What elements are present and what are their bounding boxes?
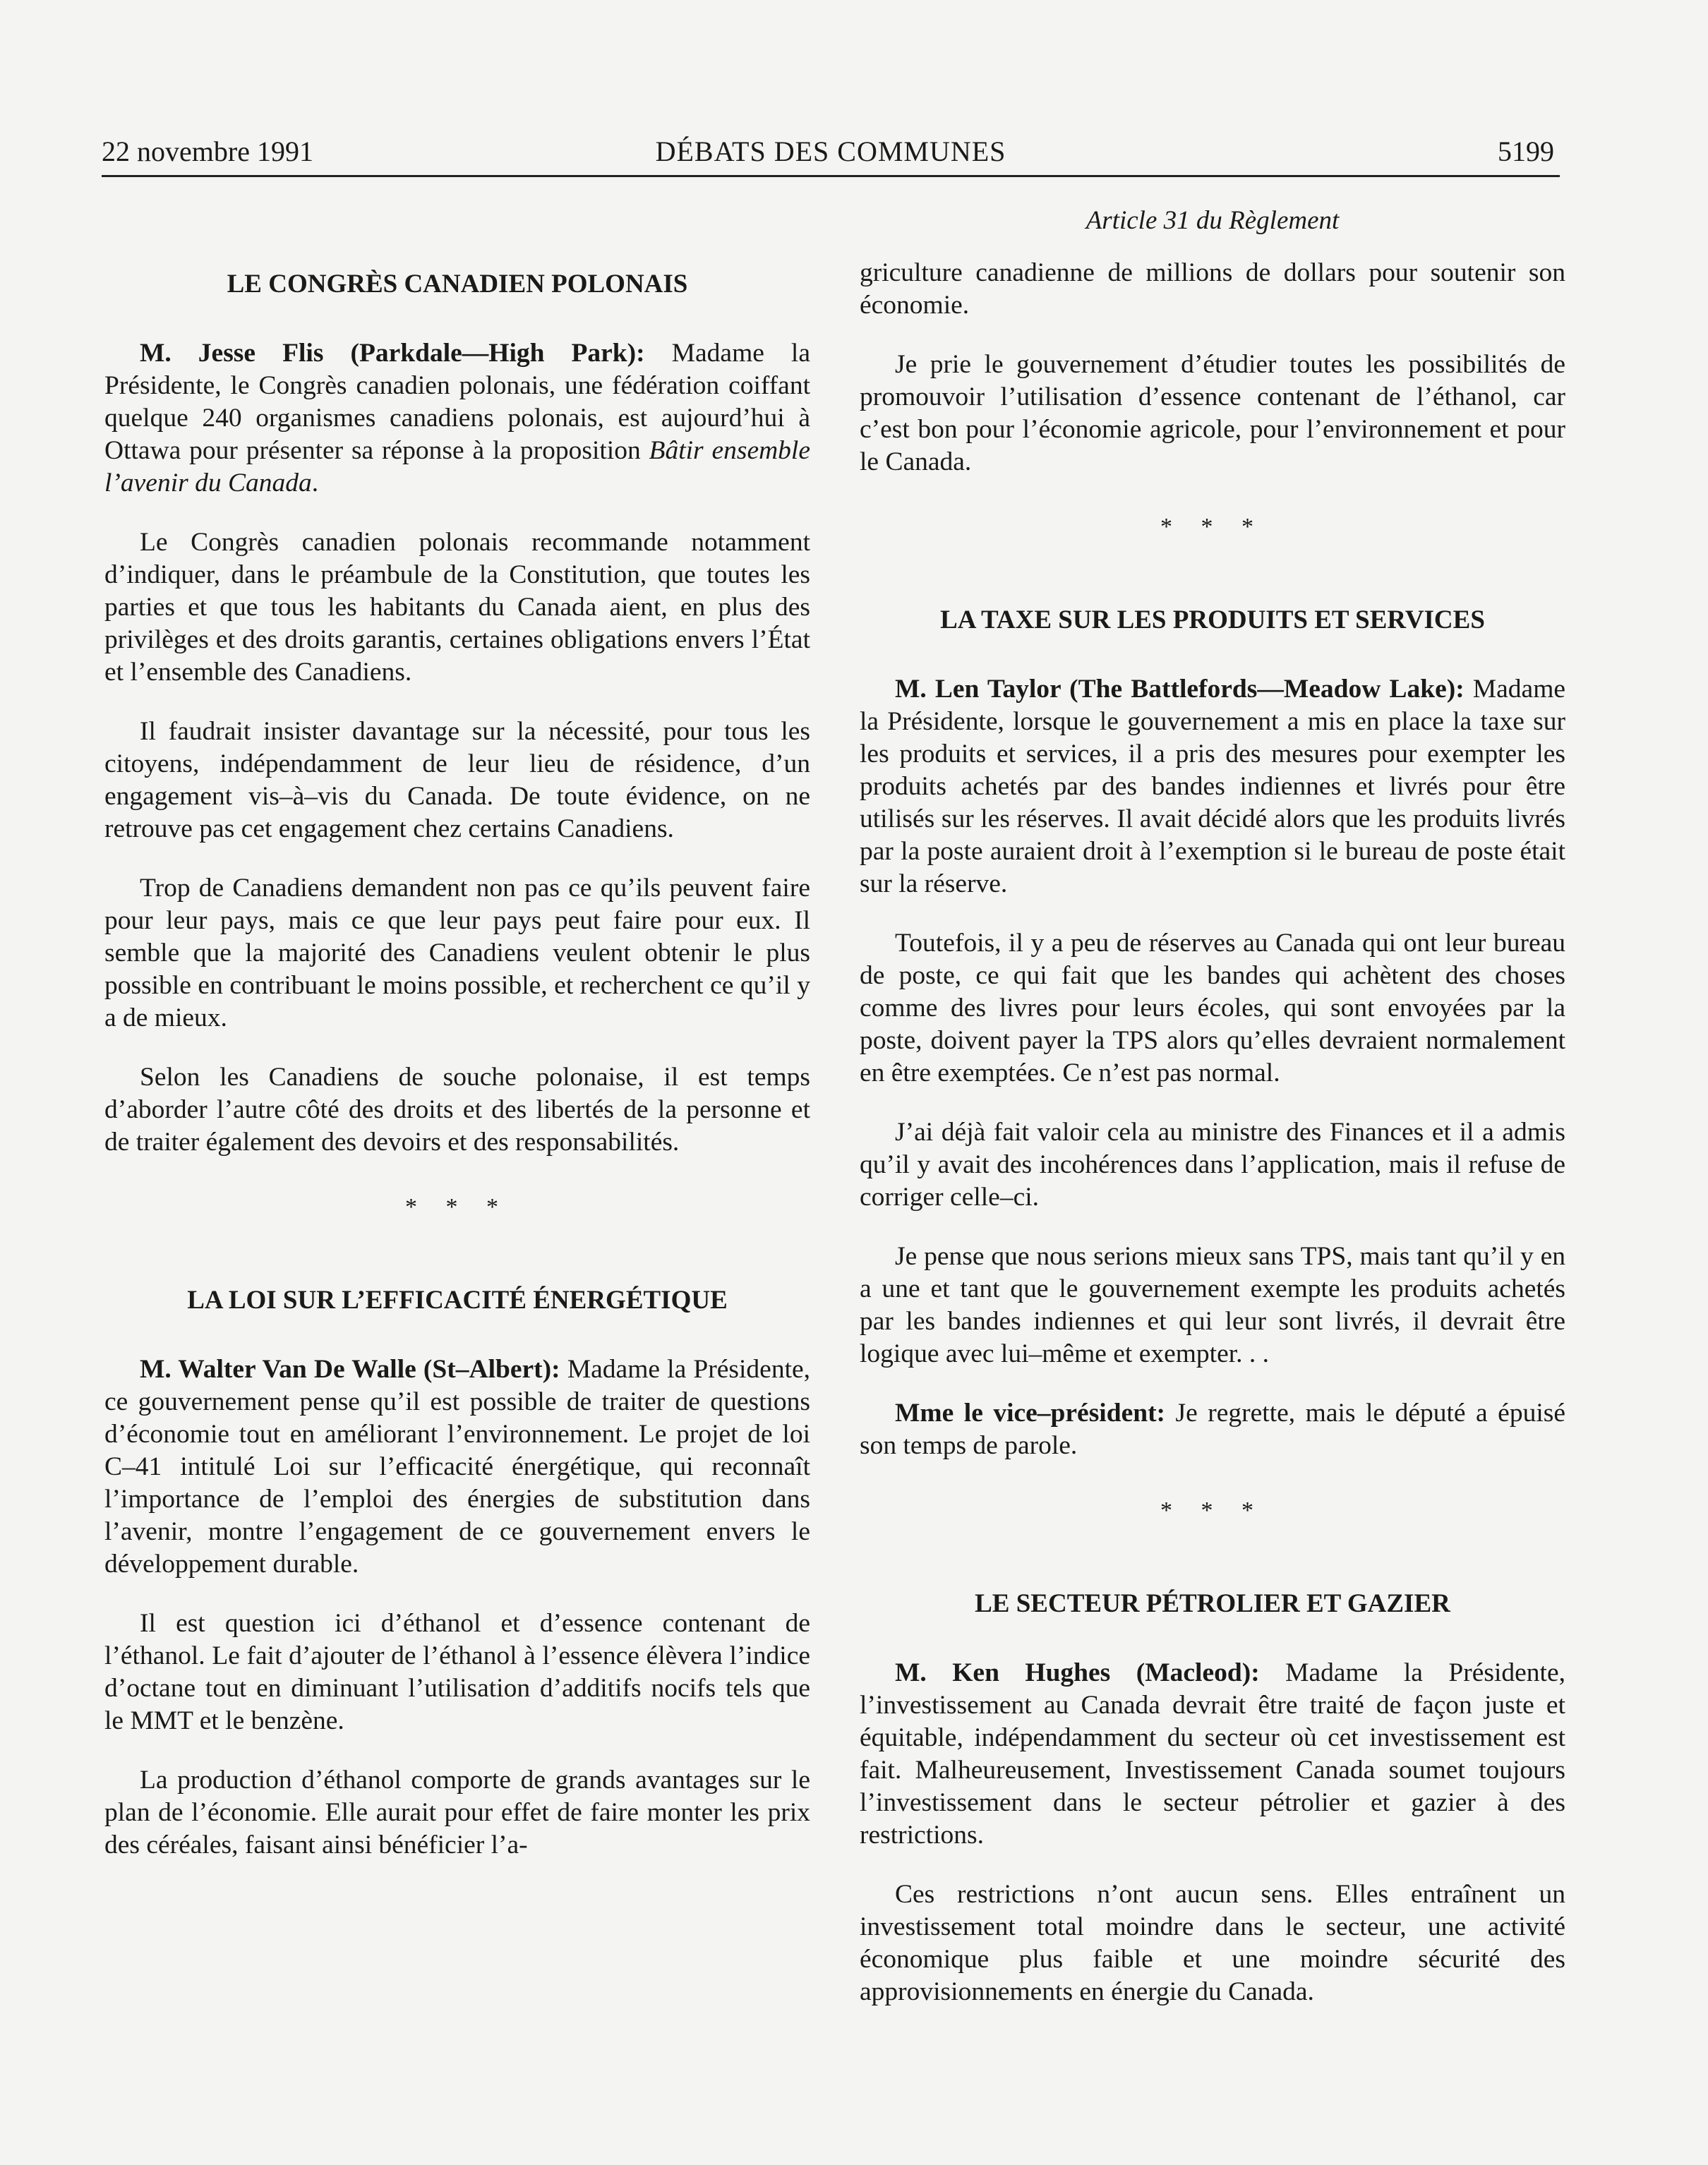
standing-order-reference: Article 31 du Règlement	[1085, 206, 1340, 235]
speaker-name: M. Len Taylor (The Battlefords—Meadow Lake):	[895, 675, 1465, 704]
left-column	[104, 205, 810, 1888]
right-column	[860, 205, 1565, 2035]
paragraph-continued: griculture canadienne de millions de dollars pour soutenir son économie.	[860, 258, 1565, 320]
paragraph: Il faudrait insister davantage sur la nécessité, pour tous les citoyens, indépendamment de leur lieu de résidence, d’un engagement vis–à–vis du Canada. De toute évidence, on ne retrouve pas cet engagement chez certains Canadiens.	[104, 717, 810, 843]
paragraph: J’ai déjà fait valoir cela au ministre des Finances et il a admis qu’il y avait des incohérences dans l’application, mais il refuse de corriger celle–ci.	[860, 1118, 1565, 1212]
paragraph-text: Madame la Présidente, ce gouvernement pense qu’il est possible de traiter de questions d’économie tout en améliorant l’environnement. Le projet de loi C–41 intitulé Loi sur l’efficacité énergétique, qui reconnaît l’importance de l’emploi des énergies de substitution dans l’avenir, montre l’engagement de ce gouvernement envers le développement durable.	[104, 1355, 811, 1579]
paragraph: Je pense que nous serions mieux sans TPS, mais tant qu’il y en a une et tant que le gouvernement exempte les produits achetés par les bandes indiennes et qui leur sont livrés, il devrait être logique avec lui–même et exempter. . .	[860, 1242, 1565, 1368]
paragraph: Trop de Canadiens demandent non pas ce qu’ils peuvent faire pour leur pays, mais ce que leur pays peut faire pour eux. Il semble que la majorité des Canadiens veulent obtenir le plus possible en contribuant le moins possible, et recherchent ce qu’il y a de mieux.	[104, 874, 810, 1032]
paragraph	[860, 1657, 1565, 1852]
speaker-name: M. Walter Van De Walle (St–Albert):	[140, 1355, 560, 1384]
speaker-name: M. Jesse Flis (Parkdale—High Park):	[140, 339, 645, 368]
paragraph-end: .	[311, 469, 319, 497]
section-heading-polish-congress: LE CONGRÈS CANADIEN POLONAIS	[227, 270, 688, 298]
paragraph	[860, 1397, 1565, 1462]
speaker-name: M. Ken Hughes (Macleod):	[895, 1658, 1260, 1687]
paragraph: Selon les Canadiens de souche polonaise, il est temps d’aborder l’autre côté des droits et des libertés de la personne et de traiter également des devoirs et des responsabilités.	[104, 1063, 810, 1157]
paragraph	[860, 673, 1565, 900]
paragraph: Il est question ici d’éthanol et d’essence contenant de l’éthanol. Le fait d’ajouter de l’éthanol à l’essence élèvera l’indice d’octane tout en diminuant l’utilisation d’additifs nocifs tels que le MMT et le benzène.	[104, 1609, 810, 1735]
paragraph: Toutefois, il y a peu de réserves au Canada qui ont leur bureau de poste, ce qui fait que les bandes qui achètent des choses comme des livres pour leurs écoles, qui sont envoyées par la poste, doivent payer la TPS alors qu’elles devraient normalement en être exemptées. Ce n’est pas normal.	[860, 929, 1565, 1087]
paragraph: Ces restrictions n’ont aucun sens. Elles entraînent un investissement total moindre dans le secteur, une activité économique plus faible et une moindre sécurité des approvisionnements en énergie du Canada.	[860, 1880, 1565, 2006]
paragraph-text: Madame la Présidente, le Congrès canadien polonais, une fédération coiffant quelque 240 organismes canadiens polonais, est aujourd’hui à Ottawa pour présenter sa réponse à la proposition	[104, 339, 810, 465]
section-separator: * * *	[405, 1194, 510, 1220]
paragraph: Je prie le gouvernement d’étudier toutes les possibilités de promouvoir l’utilisation d’essence contenant de l’éthanol, car c’est bon pour l’économie agricole, pour l’environnement et pour le Canada.	[860, 350, 1565, 476]
section-separator: * * *	[1160, 514, 1265, 540]
header-title: DÉBATS DES COMMUNES	[655, 135, 1006, 167]
paragraph: Le Congrès canadien polonais recommande notamment d’indiquer, dans le préambule de la Constitution, que toutes les parties et que tous les habitants du Canada aient, en plus des privilèges et des droits garantis, certaines obligations envers l’État et l’ensemble des Canadiens.	[104, 528, 810, 687]
paragraph-text: Madame la Présidente, l’investissement au Canada devrait être traité de façon juste et équitable, indépendamment du secteur où cet investissement est fait. Malheureusement, Investissement Canada soumet toujours l’investissement dans le secteur pétrolier et gazier à des restrictions.	[860, 1658, 1565, 1850]
section-separator: * * *	[1160, 1497, 1265, 1524]
italic-title: Bâtir ensemble l’avenir du Canada	[104, 436, 810, 497]
section-heading-energy-efficiency: LA LOI SUR L’EFFICACITÉ ÉNERGÉTIQUE	[187, 1286, 728, 1315]
header-date: 22 novembre 1991	[102, 135, 313, 167]
paragraph-text: Je regrette, mais le député a épuisé son temps de parole.	[860, 1399, 1565, 1460]
section-heading-oil-gas: LE SECTEUR PÉTROLIER ET GAZIER	[975, 1589, 1450, 1618]
header-page-number: 5199	[1498, 135, 1554, 167]
paragraph	[104, 337, 810, 500]
paragraph	[104, 1353, 810, 1581]
section-heading-gst: LA TAXE SUR LES PRODUITS ET SERVICES	[940, 605, 1485, 634]
running-header	[102, 134, 1560, 177]
speaker-name: Mme le vice–président:	[895, 1399, 1166, 1428]
paragraph-text: Madame la Présidente, lorsque le gouvernement a mis en place la taxe sur les produits et services, il a pris des mesures pour exempter les produits achetés par des bandes indiennes et livrés pour être utilisés sur les réserves. Il avait décidé alors que les produits livrés par la poste auraient droit à l’exemption si le bureau de poste était sur la réserve.	[860, 675, 1566, 898]
paragraph: La production d’éthanol comporte de grands avantages sur le plan de l’économie. Elle aurait pour effet de faire monter les prix des céréales, faisant ainsi bénéficier l’a-	[104, 1766, 810, 1859]
